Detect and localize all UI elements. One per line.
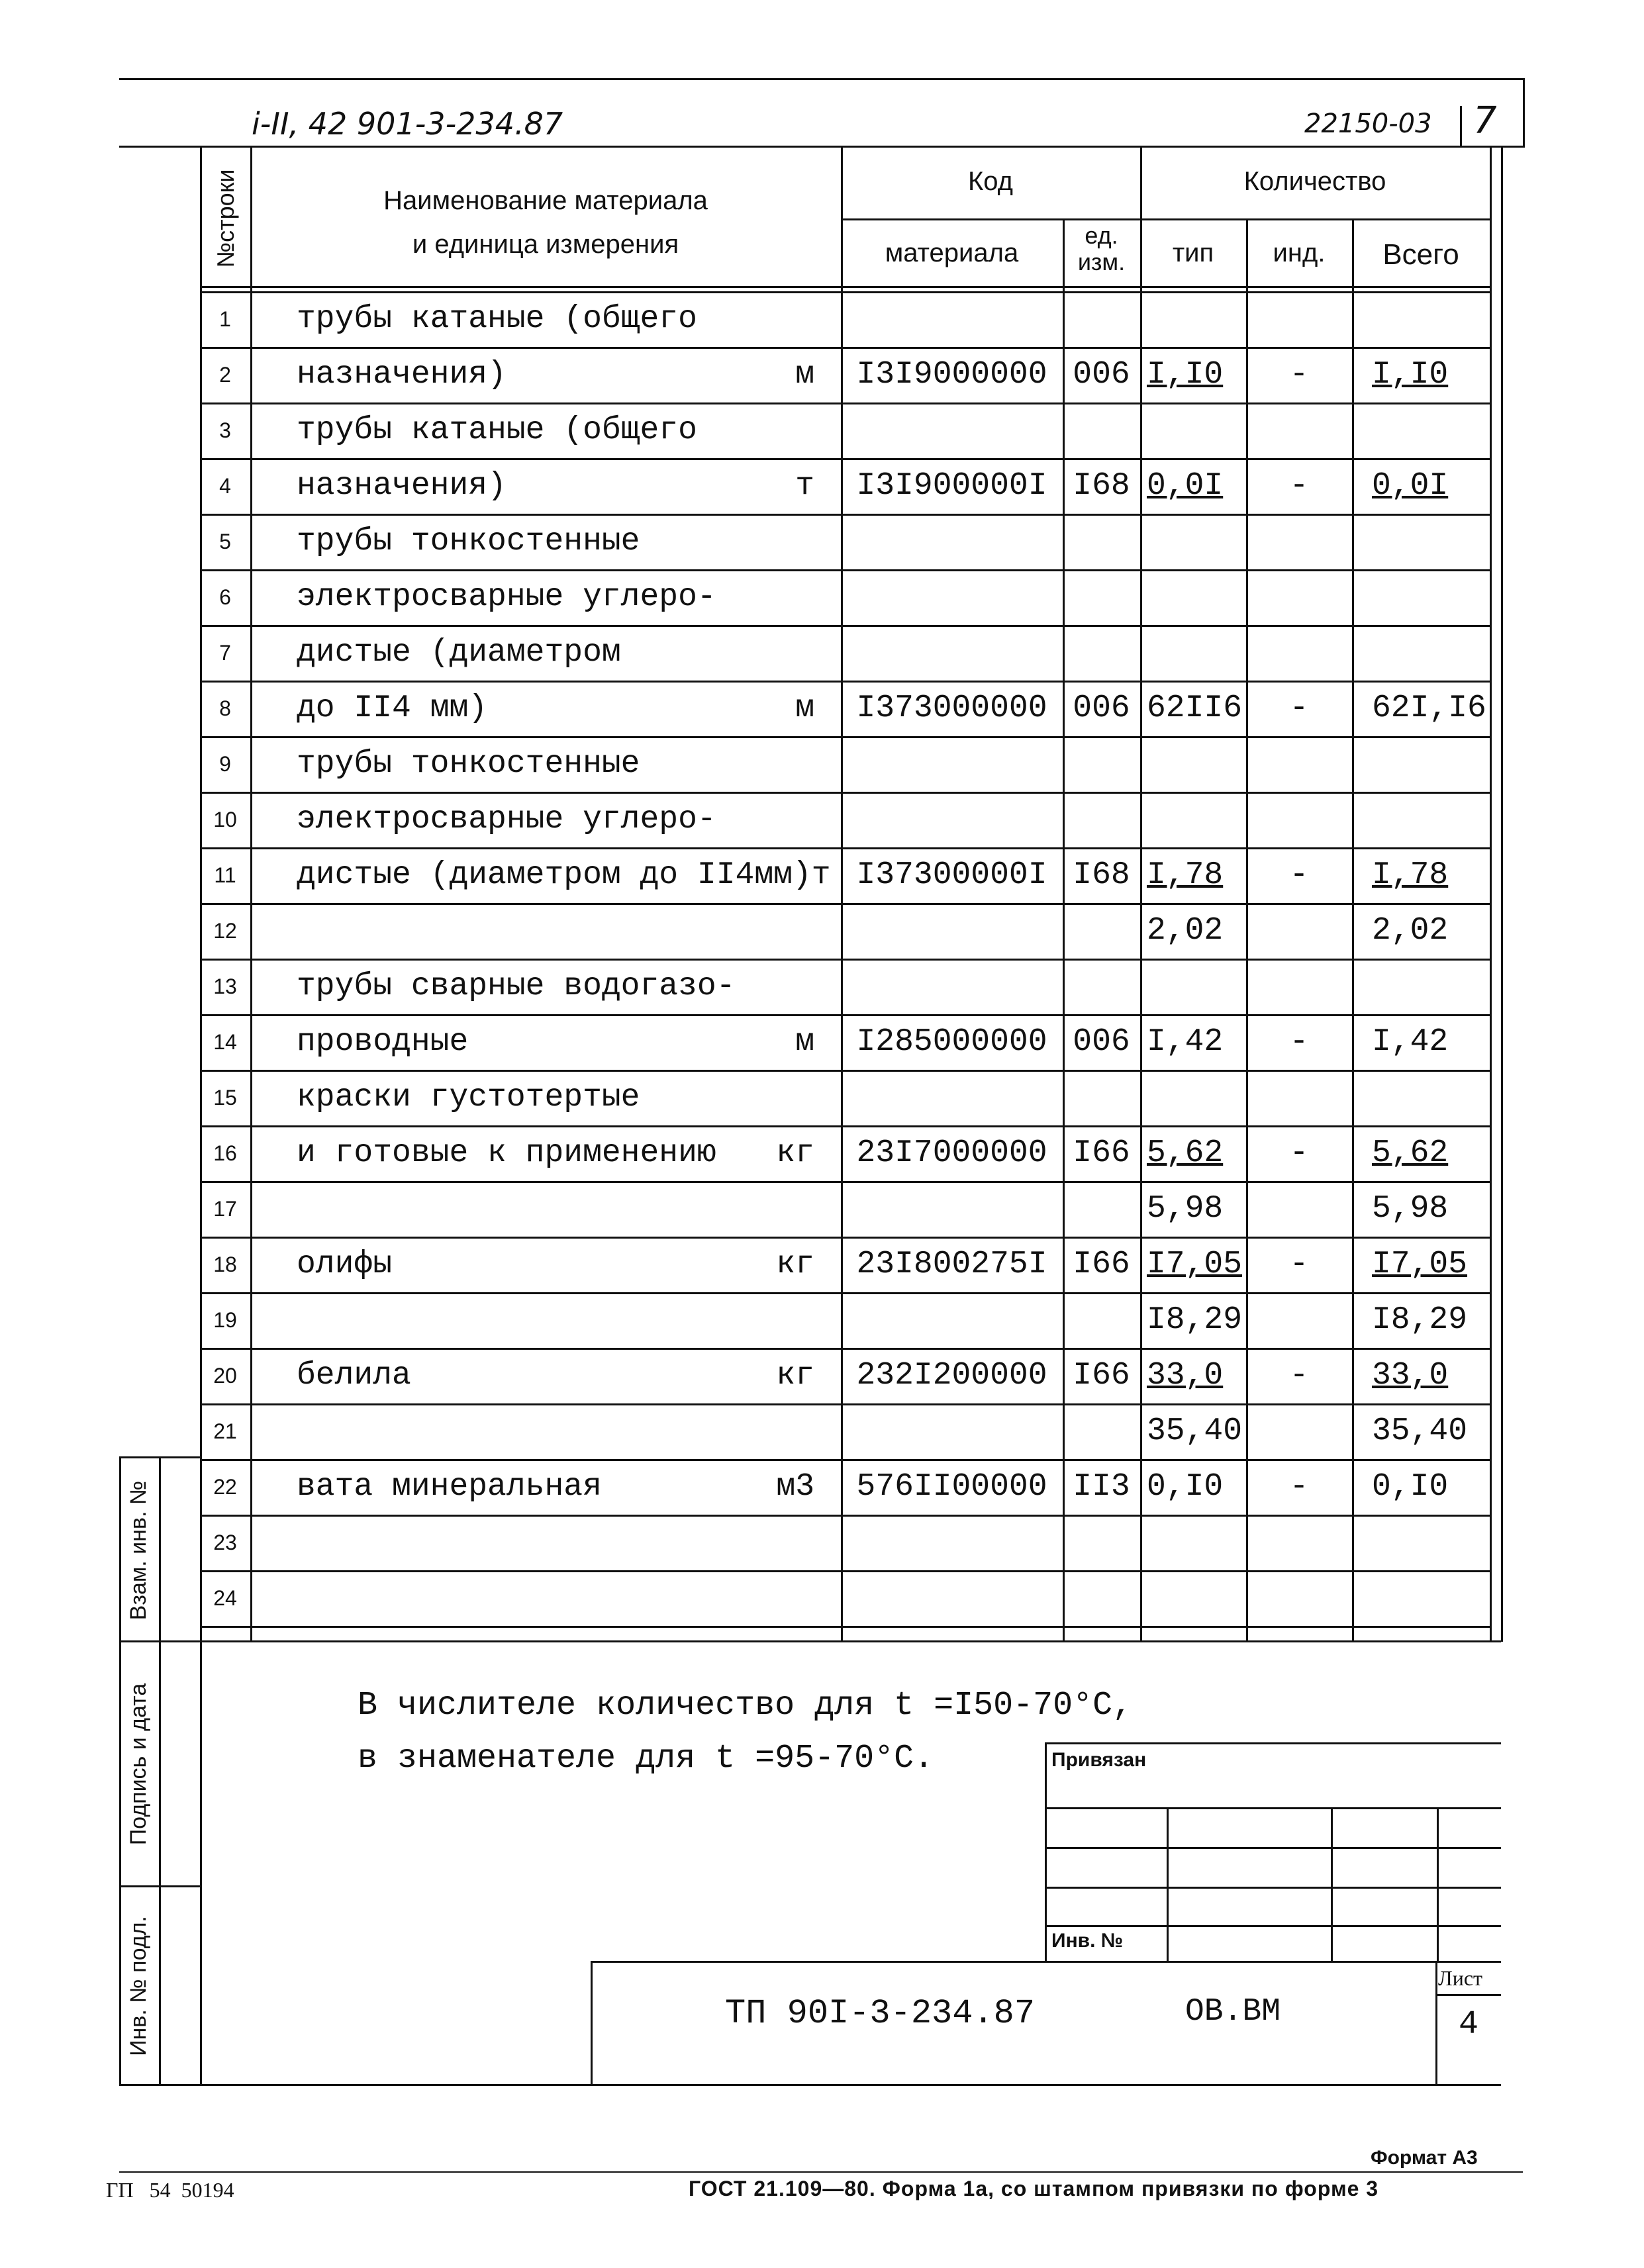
note-line-1: В числителе количество для t =I50-70°С, <box>358 1687 1133 1725</box>
quantity-total: I,I0 <box>1372 357 1449 393</box>
quantity-type: 35,40 <box>1147 1413 1243 1449</box>
material-name: до II4 мм) <box>297 690 488 726</box>
quantity-total: I8,29 <box>1372 1302 1468 1338</box>
type-header: тип <box>1172 238 1214 267</box>
material-name: трубы сварные водогазо- <box>297 969 736 1004</box>
material-code <box>841 291 1063 347</box>
quantity-ind: - <box>1289 1024 1309 1060</box>
row-number: 19 <box>213 1308 237 1332</box>
material-code <box>841 1403 1063 1459</box>
unit-code <box>1063 903 1140 959</box>
material-name <box>250 903 813 959</box>
material-code <box>841 792 1063 847</box>
quantity-ind: - <box>1289 357 1309 393</box>
quantity-type: 5,62 <box>1147 1135 1224 1171</box>
row-number: 15 <box>213 1086 237 1110</box>
code-group-header: Код <box>967 167 1013 196</box>
unit-code <box>1063 736 1140 792</box>
row-number: 1 <box>219 307 231 331</box>
quantity-ind <box>1246 736 1352 792</box>
table-row <box>0 1459 1644 1515</box>
unit-label <box>761 291 841 347</box>
unit-label <box>761 959 841 1014</box>
unit-label <box>761 736 841 792</box>
quantity-total <box>1352 569 1490 625</box>
quantity-ind: - <box>1289 1135 1309 1171</box>
material-code <box>841 1070 1063 1125</box>
material-code <box>841 1181 1063 1237</box>
table-row <box>0 792 1644 847</box>
quantity-total <box>1352 959 1490 1014</box>
signature-date-label: Подпись и дата <box>126 1683 151 1846</box>
row-number: 11 <box>214 863 236 887</box>
row-number: 3 <box>219 418 231 442</box>
unit-code: I68 <box>1073 468 1130 504</box>
original-inv-label: Инв. № подл. <box>126 1916 151 2056</box>
quantity-ind <box>1246 402 1352 458</box>
table-row <box>0 625 1644 681</box>
quantity-type: 5,98 <box>1147 1191 1224 1227</box>
unit-code <box>1063 1515 1140 1570</box>
quantity-ind <box>1246 291 1352 347</box>
quantity-type: 0,I0 <box>1147 1469 1224 1505</box>
quantity-total <box>1352 291 1490 347</box>
quantity-total: 2,02 <box>1372 913 1449 949</box>
row-number: 17 <box>213 1197 237 1221</box>
material-name: проводные <box>297 1024 469 1060</box>
quantity-total <box>1352 1070 1490 1125</box>
unit-code: 006 <box>1073 690 1130 726</box>
table-row <box>0 1125 1644 1181</box>
unit-label: т <box>795 468 814 504</box>
table-row <box>0 1070 1644 1125</box>
quantity-ind: - <box>1289 1358 1309 1394</box>
quantity-ind: - <box>1289 1469 1309 1505</box>
table-row <box>0 402 1644 458</box>
material-name: вата минеральная <box>297 1469 602 1505</box>
material-code: I3I9000000 <box>856 357 1047 393</box>
table-row <box>0 1570 1644 1626</box>
material-name: и готовые к применению <box>297 1135 716 1171</box>
material-name: дистые (диаметром до II4мм)т <box>297 857 831 893</box>
quantity-total: 0,I0 <box>1372 1469 1449 1505</box>
material-name: дистые (диаметром <box>297 635 621 671</box>
table-row <box>0 1403 1644 1459</box>
quantity-ind <box>1246 792 1352 847</box>
table-row <box>0 681 1644 736</box>
material-name: краски густотертые <box>297 1080 640 1115</box>
table-row <box>0 569 1644 625</box>
unit-label <box>761 625 841 681</box>
row-number-header: №строки <box>212 169 239 268</box>
unit-code <box>1063 402 1140 458</box>
table-row <box>0 1237 1644 1292</box>
table-row <box>0 291 1644 347</box>
row-number: 21 <box>213 1419 237 1443</box>
privyazan-label: Привязан <box>1051 1749 1147 1771</box>
material-code <box>841 514 1063 569</box>
material-name: трубы тонкостенные <box>297 746 640 782</box>
row-number: 2 <box>219 363 231 387</box>
quantity-ind <box>1246 1570 1352 1626</box>
material-code <box>841 959 1063 1014</box>
quantity-ind <box>1246 1403 1352 1459</box>
row-number: 8 <box>219 696 231 720</box>
material-code <box>841 1292 1063 1348</box>
material-name: белила <box>297 1358 411 1394</box>
quantity-total <box>1352 514 1490 569</box>
table-row <box>0 903 1644 959</box>
row-number: 4 <box>219 474 231 498</box>
quantity-total: I,42 <box>1372 1024 1449 1060</box>
material-name: электросварные углеро- <box>297 579 716 615</box>
unit-label: м <box>795 357 814 393</box>
quantity-total: 33,0 <box>1372 1358 1449 1394</box>
footer-gost: ГОСТ 21.109—80. Форма 1а, со штампом привязки по форме 3 <box>689 2177 1379 2200</box>
table-row <box>0 959 1644 1014</box>
table-row <box>0 736 1644 792</box>
sheet-value: 4 <box>1459 2006 1479 2044</box>
unit-label <box>761 1070 841 1125</box>
row-number: 14 <box>213 1030 237 1054</box>
unit-code: II3 <box>1073 1469 1130 1505</box>
material-code <box>841 903 1063 959</box>
row-number: 24 <box>213 1586 237 1610</box>
unit-label: м <box>795 690 814 726</box>
row-number: 23 <box>213 1531 237 1554</box>
material-code <box>841 625 1063 681</box>
quantity-total: 5,98 <box>1372 1191 1449 1227</box>
unit-label <box>761 1292 841 1348</box>
material-code-header: материала <box>885 238 1019 267</box>
unit-code <box>1063 1070 1140 1125</box>
replaced-inv-label: Взам. инв. № <box>126 1480 151 1621</box>
table-row <box>0 1515 1644 1570</box>
document-mark: ОВ.ВМ <box>1185 1994 1281 2030</box>
quantity-total: I,78 <box>1372 857 1449 893</box>
table-row <box>0 1181 1644 1237</box>
quantity-type <box>1140 402 1246 458</box>
quantity-total: 35,40 <box>1372 1413 1468 1449</box>
quantity-ind: - <box>1289 468 1309 504</box>
row-number: 5 <box>219 530 231 553</box>
row-number: 12 <box>213 919 237 943</box>
material-name <box>250 1292 813 1348</box>
row-number: 18 <box>213 1252 237 1276</box>
quantity-type <box>1140 959 1246 1014</box>
name-header: Наименование материала и единица измерения <box>383 186 708 259</box>
quantity-ind <box>1246 514 1352 569</box>
row-number: 22 <box>213 1475 237 1499</box>
row-number: 7 <box>219 641 231 665</box>
unit-code <box>1063 1570 1140 1626</box>
quantity-ind <box>1246 1515 1352 1570</box>
material-code: 576II00000 <box>856 1469 1047 1505</box>
quantity-total <box>1352 402 1490 458</box>
unit-code <box>1063 569 1140 625</box>
quantity-total: 0,0I <box>1372 468 1449 504</box>
quantity-total <box>1352 736 1490 792</box>
unit-label <box>761 569 841 625</box>
format-label: Формат А3 <box>1371 2147 1478 2169</box>
quantity-total <box>1352 625 1490 681</box>
footer-left: ГП 54 50194 <box>106 2178 234 2202</box>
unit-code: I66 <box>1073 1358 1130 1394</box>
quantity-ind <box>1246 1181 1352 1237</box>
quantity-ind <box>1246 903 1352 959</box>
material-code <box>841 736 1063 792</box>
sheet-number-handwritten: 7 <box>1473 99 1497 142</box>
unit-label <box>761 903 841 959</box>
material-code: I285000000 <box>856 1024 1047 1060</box>
quantity-type: I,42 <box>1147 1024 1224 1060</box>
unit-code <box>1063 291 1140 347</box>
unit-code <box>1063 625 1140 681</box>
quantity-type: 33,0 <box>1147 1358 1224 1394</box>
quantity-type <box>1140 625 1246 681</box>
material-name: электросварные углеро- <box>297 802 716 837</box>
row-number: 6 <box>219 585 231 609</box>
unit-code: I66 <box>1073 1247 1130 1282</box>
material-code: I373000000 <box>856 690 1047 726</box>
quantity-total <box>1352 1515 1490 1570</box>
material-name <box>250 1181 813 1237</box>
row-number: 10 <box>213 808 237 831</box>
quantity-type: 62II6 <box>1147 690 1243 726</box>
unit-code <box>1063 1403 1140 1459</box>
quantity-ind: - <box>1289 690 1309 726</box>
inventory-number-label: Инв. № <box>1051 1930 1124 1952</box>
quantity-total <box>1352 1570 1490 1626</box>
table-row <box>0 1292 1644 1348</box>
quantity-type: I,I0 <box>1147 357 1224 393</box>
unit-label: кг <box>776 1358 814 1394</box>
row-number: 20 <box>213 1364 237 1388</box>
material-name <box>250 1403 813 1459</box>
quantity-type <box>1140 1070 1246 1125</box>
note-line-2: в знаменателе для t =95-70°С. <box>358 1740 934 1777</box>
document-code: ТП 90I-3-234.87 <box>725 1994 1036 2033</box>
unit-label <box>761 1403 841 1459</box>
row-number: 9 <box>219 752 231 776</box>
ind-header: инд. <box>1273 238 1326 267</box>
quantity-type <box>1140 792 1246 847</box>
unit-code <box>1063 1292 1140 1348</box>
total-header: Всего <box>1382 238 1459 271</box>
table-row <box>0 847 1644 903</box>
quantity-type <box>1140 291 1246 347</box>
unit-label <box>761 514 841 569</box>
quantity-group-header: Количество <box>1243 167 1386 196</box>
unit-label: кг <box>776 1247 814 1282</box>
unit-code: I68 <box>1073 857 1130 893</box>
material-code <box>841 1570 1063 1626</box>
quantity-type <box>1140 569 1246 625</box>
unit-label <box>761 1181 841 1237</box>
handwritten-code: 22150-03 <box>1304 109 1432 139</box>
unit-code: 006 <box>1073 357 1130 393</box>
row-number: 13 <box>213 974 237 998</box>
quantity-type: 0,0I <box>1147 468 1224 504</box>
quantity-type: I,78 <box>1147 857 1224 893</box>
quantity-total <box>1352 792 1490 847</box>
unit-label <box>761 1515 841 1570</box>
quantity-type <box>1140 1570 1246 1626</box>
quantity-ind: - <box>1289 1247 1309 1282</box>
sheet-label: Лист <box>1438 1966 1483 1990</box>
quantity-total: 5,62 <box>1372 1135 1449 1171</box>
quantity-type <box>1140 1515 1246 1570</box>
quantity-ind <box>1246 625 1352 681</box>
unit-label <box>761 792 841 847</box>
material-name: олифы <box>297 1247 393 1282</box>
material-code: I3I900000I <box>856 468 1047 504</box>
row-number: 16 <box>213 1141 237 1165</box>
quantity-type: I8,29 <box>1147 1302 1243 1338</box>
unit-label: кг <box>776 1135 814 1171</box>
quantity-type <box>1140 514 1246 569</box>
unit-label <box>761 1570 841 1626</box>
unit-label <box>761 402 841 458</box>
material-name: трубы катаные (общего <box>297 412 697 448</box>
handwritten-doc-ref: і-II, 42 901-3-234.87 <box>252 106 563 142</box>
unit-label <box>761 847 841 903</box>
material-name: назначения) <box>297 357 507 393</box>
table-row <box>0 458 1644 514</box>
table-row <box>0 514 1644 569</box>
material-code: 23I800275I <box>856 1247 1047 1282</box>
quantity-ind <box>1246 1292 1352 1348</box>
quantity-type: 2,02 <box>1147 913 1224 949</box>
material-code <box>841 402 1063 458</box>
unit-code: I66 <box>1073 1135 1130 1171</box>
unit-label: м <box>795 1024 814 1060</box>
quantity-ind <box>1246 959 1352 1014</box>
unit-code <box>1063 792 1140 847</box>
material-code <box>841 1515 1063 1570</box>
unit-code <box>1063 514 1140 569</box>
material-name <box>250 1515 813 1570</box>
unit-code: 006 <box>1073 1024 1130 1060</box>
material-code <box>841 569 1063 625</box>
quantity-type <box>1140 736 1246 792</box>
unit-label: м3 <box>776 1469 814 1505</box>
quantity-total: I7,05 <box>1372 1247 1468 1282</box>
quantity-ind <box>1246 569 1352 625</box>
material-name: трубы тонкостенные <box>297 524 640 559</box>
material-name <box>250 1570 813 1626</box>
quantity-ind: - <box>1289 857 1309 893</box>
unit-code <box>1063 1181 1140 1237</box>
material-code: 23I7000000 <box>856 1135 1047 1171</box>
material-code: 232I200000 <box>856 1358 1047 1394</box>
table-row <box>0 1014 1644 1070</box>
unit-code <box>1063 959 1140 1014</box>
table-row <box>0 347 1644 402</box>
material-code: I37300000I <box>856 857 1047 893</box>
unit-code-header: ед. изм. <box>1077 222 1126 275</box>
quantity-total: 62I,I6 <box>1372 690 1486 726</box>
quantity-ind <box>1246 1070 1352 1125</box>
material-name: трубы катаные (общего <box>297 301 697 337</box>
table-row <box>0 1348 1644 1403</box>
quantity-type: I7,05 <box>1147 1247 1243 1282</box>
material-name: назначения) <box>297 468 507 504</box>
